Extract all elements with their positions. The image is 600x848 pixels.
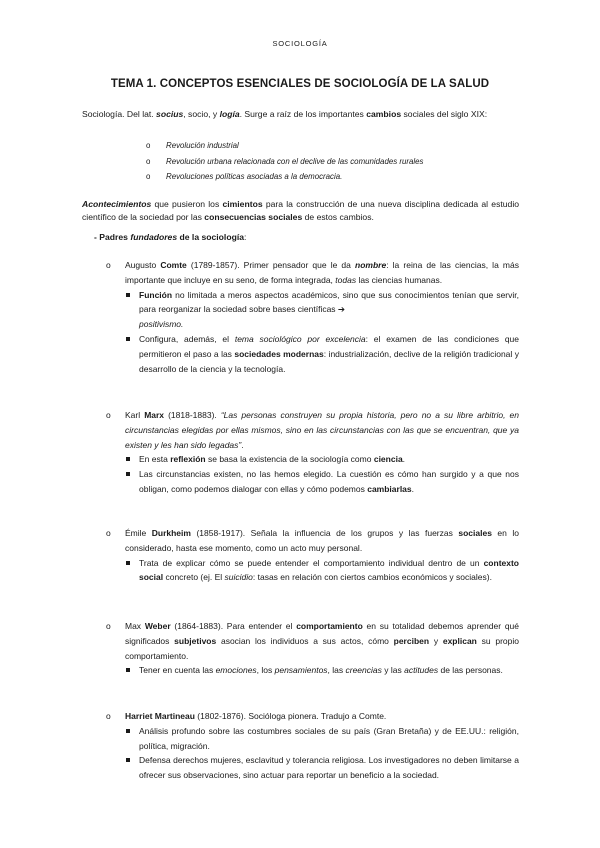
text: y [429,635,443,646]
square-bullet [126,472,130,476]
term-pensamientos: pensamientos [274,665,328,676]
comte-point-tema [106,332,519,376]
text: : la reina de las ciencias, la más importante que incluye en su seno, de forma integrada, [125,260,519,285]
square-bullet [126,293,130,297]
heading-colon: : [243,232,247,242]
text: se basa la existencia de la sociología como [205,454,374,465]
square-bullet [126,729,130,733]
text: . [402,454,406,465]
text: Max [125,621,145,631]
term-acontecimientos: Acontecimientos [82,199,152,209]
text: , los [256,665,275,676]
term-ciencia: ciencia [373,454,403,465]
bullet-o: o [106,528,111,538]
name-marx: Marx [144,410,165,420]
marx-quote: “Las personas construyen su propia historia, pero no a su libre arbitrio, en circunstancias elegidas por ellas mismos, sino en las circunstancias con las que se encuentran, que ya existen y les han sido legadas” [125,410,519,450]
events-text: de estos cambios. [302,212,374,223]
text: en su totalidad debemos aprender qué significados [125,621,520,646]
term-suicidio: suicidio [224,572,253,583]
text: Karl [125,410,145,420]
durkheim-point-contexto [106,556,519,586]
term-tema-sociologico: tema sociológico por excelencia [234,333,366,344]
text: Defensa derechos mujeres, esclavitud y tolerancia religiosa. Los investigadores no deben limitarse a ofrecer sus observaciones, sino actuar para reportar un beneficio a la sociedad. [139,755,519,781]
intro-paragraph [82,108,519,121]
term-comportamiento: comportamiento [296,621,363,631]
list-item-text: Revolución industrial [166,141,239,150]
founder-weber [106,619,519,678]
term-nombre: nombre [355,260,387,270]
marx-point-reflexion [106,452,519,467]
text: (1858-1917). Señala la influencia de los grupos y las fuerzas [190,528,459,538]
text: concreto (ej. El [163,572,225,583]
founder-martineau [106,709,519,783]
dash-marker: - [94,232,97,242]
term-sociales: sociales [458,528,492,538]
text: En esta [139,454,171,465]
term-emociones: emociones [215,665,257,676]
arrow-right-icon: ➔ [337,304,346,315]
martineau-point-analisis [106,724,519,754]
intro-text: Sociología. Del lat. [82,109,157,119]
square-bullet [126,561,130,565]
text: : el examen de las condiciones que permitieron el paso a las [139,333,520,359]
text: las ciencias humanas. [356,274,443,285]
term-actitudes: actitudes [404,665,439,676]
events-paragraph [82,198,519,225]
text: : tasas en relación con ciertos cambios económicos y sociales). [252,572,492,583]
text: Las circunstancias existen, no las hemos elegido. La cuestión es cómo han surgido y a que nos obligan, como podemos dialogar con ellas y cómo podemos [139,469,519,494]
bullet-o: o [146,172,151,181]
text: . [411,483,415,494]
text: Tener en cuenta las [139,665,216,676]
text: (1818-1883). [164,410,221,420]
name-martineau: Harriet Martineau [125,711,195,721]
bullet-o: o [106,711,111,721]
term-funcion: Función [139,289,173,300]
text: (1864-1883). Para entender el [170,621,297,631]
text: y las [381,665,405,676]
term-positivismo: positivismo. [139,319,184,330]
text: asocian los individuos a sus actos, cómo [216,635,394,646]
intro-text: sociales del siglo XIX: [401,109,488,119]
marx-point-circunstancias [106,467,519,497]
bullet-o: o [146,141,151,150]
bullet-o: o [106,410,111,420]
list-item [146,138,423,154]
name-weber: Weber [144,621,171,631]
term-cambios: cambios [366,109,402,119]
text: (1789-1857). Primer pensador que le da [186,260,356,270]
list-item-text: Revolución urbana relacionada con el declive de las comunidades rurales [166,156,424,166]
text: Análisis profundo sobre las costumbres sociales de su país (Gran Bretaña) y de EE.UU.: religión, política, migración. [139,725,519,751]
square-bullet [126,668,130,672]
revolutions-list [146,138,423,185]
square-bullet [126,758,130,762]
term-consecuencias: consecuencias sociales [204,212,303,223]
bullet-o: o [106,260,111,270]
founder-durkheim [106,526,519,585]
text: : industrialización, declive de la religión tradicional y desarrollo de la ciencia y la tecnología. [139,348,519,374]
text: (1802-1876). Socióloga pionera. Tradujo a Comte. [194,711,387,721]
square-bullet [126,337,130,341]
list-item [146,169,423,185]
text: Augusto [125,260,161,270]
intro-text: , socio, y [183,109,220,119]
term-fundadores: fundadores [130,232,178,242]
text: de las personas. [438,665,503,676]
weber-description [106,619,519,663]
weber-point-emociones [106,663,519,678]
text: su propio comportamiento. [125,635,519,661]
text: Émile [125,528,152,538]
heading-text: Padres [99,232,131,242]
marx-description [106,408,519,452]
term-sociedades-modernas: sociedades modernas [234,348,324,359]
intro-text: . Surge a raíz de los importantes [239,109,367,119]
page-title: TEMA 1. CONCEPTOS ESENCIALES DE SOCIOLOGÍA DE LA SALUD [110,78,490,90]
list-item [146,154,423,170]
founder-comte [106,258,519,376]
term-creencias: creencias [345,665,382,676]
text: no limitada a meros aspectos académicos, sino que sus conocimientos tenían que servir, para reorganizar la sociedad sobre bases científicas [139,289,519,315]
bullet-o: o [146,156,151,166]
name-comte: Comte [160,260,187,270]
term-logia: logía [219,109,240,119]
heading-text: de la sociología [177,232,244,242]
term-subjetivos: subjetivos [174,635,217,646]
term-cimientos: cimientos [222,199,263,209]
term-reflexion: reflexión [170,454,206,465]
martineau-description [106,709,519,724]
comte-point-funcion [106,288,519,332]
martineau-point-defensa [106,753,519,783]
term-perciben: perciben [393,635,430,646]
running-header: SOCIOLOGÍA [272,39,328,48]
list-item-text: Revoluciones políticas asociadas a la democracia. [166,172,343,181]
square-bullet [126,457,130,461]
name-durkheim: Durkheim [151,528,191,538]
text: , las [327,665,346,676]
text: . [241,439,244,450]
text: Trata de explicar cómo se puede entender el comportamiento individual dentro de un [139,557,484,568]
durkheim-description [106,526,519,556]
term-explican: explican [442,635,477,646]
term-socius: socius [156,109,184,119]
term-todas: todas [335,274,357,285]
term-contexto-social: contexto social [139,557,519,583]
bullet-o: o [106,621,111,631]
text: en lo considerado, hasta ese momento, como un acto muy personal. [125,528,519,553]
text: Configura, además, el [139,333,235,344]
events-text: que pusieron los [151,199,223,209]
term-cambiarlas: cambiarlas [367,483,412,494]
events-text: para la construcción de una nueva disciplina dedicada al estudio científico de la sociedad por las [82,199,520,223]
founders-heading [94,231,246,244]
founder-marx [106,408,519,497]
comte-description [106,258,519,288]
